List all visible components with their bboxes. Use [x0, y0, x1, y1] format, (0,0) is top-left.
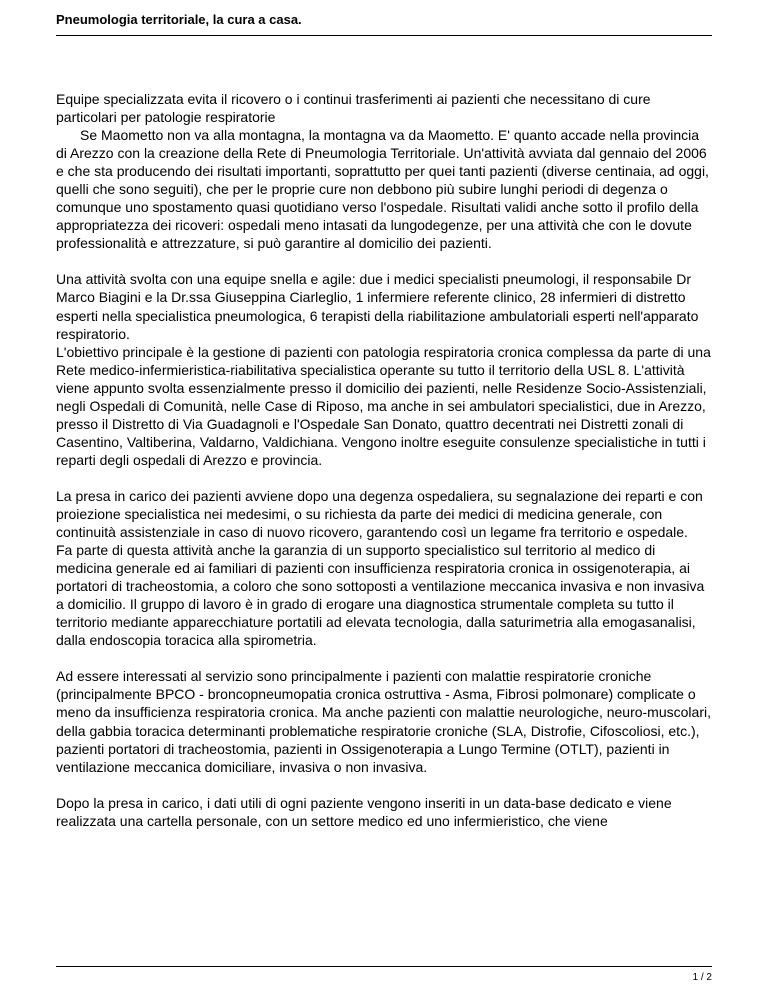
article-paragraph: Una attività svolta con una equipe snella e agile: due i medici specialisti pneumologi, il responsabile Dr Marco Biagini e la Dr.ssa Giuseppina Ciarleglio, 1 infermiere referente clinico, 28 infermieri di distretto esperti nella specialistica pneumologica, 6 terapisti della riabilitazione ambulatoriali esperti nell'apparato respiratorio. [56, 271, 699, 342]
article-paragraph: Ad essere interessati al servizio sono principalmente i pazienti con malattie respiratorie croniche (principalmente BPCO - broncopneumopatia cronica ostruttiva - Asma, Fibrosi polmonare) complicate o meno da insufficienza respiratoria cronica. Ma anche pazienti con malattie neurologiche, neuro-muscolari, della gabbia toracica determinanti problematiche respiratorie croniche (SLA, Distrofie, Cifoscoliosi, etc.), pazienti portatori di tracheostomia, pazienti in Ossigenoterapia a Lungo Termine (OTLT), pazienti in ventilazione meccanica domiciliare, invasiva o non invasiva. [56, 668, 711, 775]
article-paragraph: La presa in carico dei pazienti avviene dopo una degenza ospedaliera, su segnalazione dei reparti e con proiezione specialistica nei medesimi, o su richiesta da parte dei medici di medicina generale, con continuità assistenziale in caso di nuovo ricovero, garantendo così un legame fra territorio e ospedale. [56, 487, 703, 541]
footer-divider [56, 966, 712, 967]
article-paragraph: Se Maometto non va alla montagna, la montagna va da Maometto. E' quanto accade nella provincia di Arezzo con la creazione della Rete di Pneumologia Territoriale. Un'attività avviata dal gennaio del 2006 e che sta producendo dei risultati importanti, soprattutto per quei tanti pazienti (diverse centinaia, ad oggi, quelli che sono seguiti), che per le proprie cure non debbono più subire lunghi periodi di degenza o comunque uno spostamento quasi quotidiano verso l'ospedale. Risultati validi anche sotto il profilo della appropriatezza dei ricoveri: ospedali meno intasati da lungodegenze, per una attività che con le dovute professionalità e attrezzature, si può garantire al domicilio dei pazienti. [56, 127, 709, 252]
article-body [56, 90, 712, 830]
header-divider [56, 35, 712, 36]
article-paragraph: Fa parte di questa attività anche la garanzia di un supporto specialistico sul territorio al medico di medicina generale ed ai familiari di pazienti con insufficienza respiratoria cronica in ossigenoterapia, ai portatori di tracheostomia, a coloro che sono sottoposti a ventilazione meccanica invasiva e non invasiva a domicilio. Il gruppo di lavoro è in grado di erogare una diagnostica strumentale completa su tutto il territorio mediante apparecchiature portatili ad elevata tecnologia, dalla saturimetria alla emogasanalisi, dalla endoscopia toracica alla spirometria. [56, 542, 705, 649]
article-paragraph: L'obiettivo principale è la gestione di pazienti con patologia respiratoria cronica complessa da parte di una Rete medico-infermieristica-riabilitativa specialistica operante su tutto il territorio della USL 8. L'attività viene appunto svolta essenzialmente presso il domicilio dei pazienti, nelle Residenze Socio-Assistenziali, negli Ospedali di Comunità, nelle Case di Riposo, ma anche in sei ambulatori specialistici, due in Arezzo, presso il Distretto di Via Guadagnoli e l'Ospedale San Donato, quattro decentrati nei Distretti zonali di Casentino, Valtiberina, Valdarno, Valdichiana. Vengono inoltre eseguite consulenze specialistiche in tutti i reparti degli ospedali di Arezzo e provincia. [56, 343, 711, 468]
page-number: 1 / 2 [692, 972, 712, 983]
page-header-title: Pneumologia territoriale, la cura a casa. [56, 12, 302, 27]
article-paragraph: Dopo la presa in carico, i dati utili di ogni paziente vengono inseriti in un data-base dedicato e viene realizzata una cartella personale, con un settore medico ed uno infermieristico, che viene [56, 794, 672, 829]
article-subtitle: Equipe specializzata evita il ricovero o i continui trasferimenti ai pazienti che necessitano di cure particolari per patologie respiratorie [56, 91, 651, 126]
